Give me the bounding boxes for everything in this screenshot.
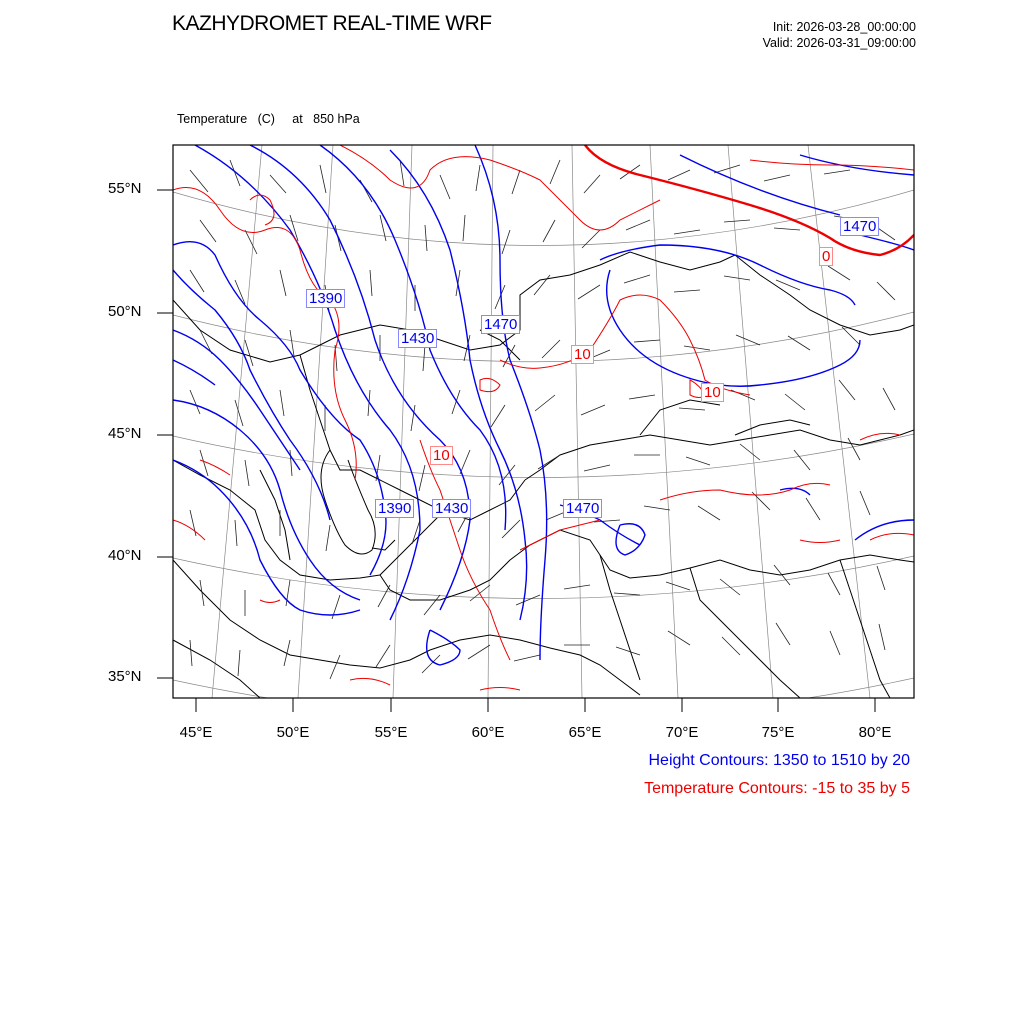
longitude-label: 60°E <box>471 724 505 741</box>
height-label: 1470 <box>840 217 879 236</box>
latitude-label: 55°N <box>108 180 142 197</box>
latitude-label: 50°N <box>108 303 142 320</box>
map-title: KAZHYDROMET REAL-TIME WRF <box>172 12 492 35</box>
height-contour-legend: Height Contours: 1350 to 1510 by 20 <box>648 752 910 769</box>
height-label: 1430 <box>398 329 437 348</box>
height-label: 1390 <box>306 289 345 308</box>
height-label: 1390 <box>375 499 414 518</box>
longitude-label: 55°E <box>374 724 408 741</box>
init-time: Init: 2026-03-28_00:00:00 <box>772 20 916 34</box>
longitude-label: 75°E <box>761 724 795 741</box>
valid-time: Valid: 2026-03-31_09:00:00 <box>762 36 916 50</box>
latitude-label: 35°N <box>108 668 142 685</box>
longitude-label: 45°E <box>179 724 213 741</box>
temperature-label: 10 <box>430 446 453 465</box>
longitude-label: 70°E <box>665 724 699 741</box>
longitude-label: 50°E <box>276 724 310 741</box>
temperature-contour-legend: Temperature Contours: -15 to 35 by 5 <box>644 780 910 797</box>
temperature-label: 0 <box>819 247 833 266</box>
temperature-label: 10 <box>571 345 594 364</box>
longitude-label: 65°E <box>568 724 602 741</box>
height-label: 1470 <box>563 499 602 518</box>
temperature-label: 10 <box>701 383 724 402</box>
field-temperature: Temperature (C) at 850 hPa <box>177 112 360 126</box>
latitude-label: 45°N <box>108 425 142 442</box>
latitude-label: 40°N <box>108 547 142 564</box>
height-label: 1430 <box>432 499 471 518</box>
height-label: 1470 <box>481 315 520 334</box>
longitude-label: 80°E <box>858 724 892 741</box>
